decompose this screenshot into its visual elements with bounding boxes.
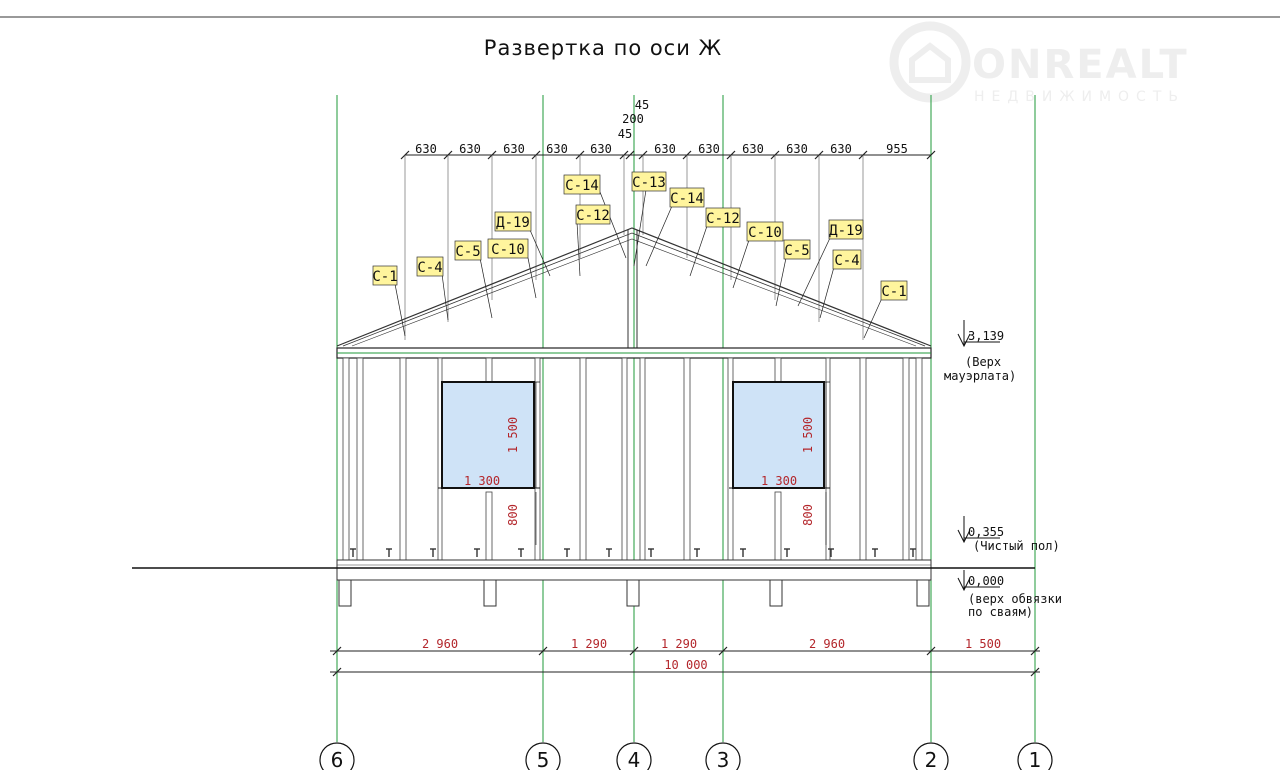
top-dim-5: 630 — [590, 142, 612, 156]
svg-text:С-1: С-1 — [881, 284, 907, 300]
svg-text:С-12: С-12 — [576, 208, 610, 224]
tag-s1-right — [881, 281, 907, 300]
top-dim-11: 955 — [886, 142, 908, 156]
svg-text:С-5: С-5 — [784, 243, 810, 259]
window-left-sill: 800 — [506, 504, 520, 526]
tag-s14-right — [670, 188, 704, 207]
top-dim-2: 630 — [459, 142, 481, 156]
window-right-width: 1 300 — [760, 474, 798, 488]
axis-bubble-2 — [914, 743, 948, 770]
axis-bubbles — [320, 743, 1052, 770]
top-dim-9: 630 — [786, 142, 808, 156]
bottom-dim-2: 1 290 — [570, 637, 608, 651]
tag-s10-right — [747, 222, 783, 241]
axis-bubble-1 — [1018, 743, 1052, 770]
svg-text:С-4: С-4 — [834, 253, 860, 269]
level-note-base-2: по сваям) — [968, 605, 1034, 619]
tag-s4-left — [417, 257, 443, 276]
level-value-base: 0,000 — [968, 574, 1005, 588]
top-dimension-labels — [415, 98, 908, 156]
level-value-top: 3,139 — [968, 329, 1005, 343]
bottom-dim-3: 1 290 — [660, 637, 698, 651]
svg-text:С-10: С-10 — [491, 242, 525, 258]
level-note-top-1: (Верх — [965, 355, 1002, 369]
svg-text:С-5: С-5 — [455, 244, 481, 260]
top-dim-6: 630 — [654, 142, 676, 156]
svg-text:4: 4 — [627, 748, 641, 770]
bottom-dim-1: 2 960 — [421, 637, 459, 651]
watermark-subtitle: НЕДВИЖИМОСТЬ — [974, 89, 1185, 105]
tag-s4-right — [833, 250, 861, 269]
svg-text:С-1: С-1 — [372, 269, 398, 285]
tag-s13-ridge — [632, 172, 666, 191]
top-plate-beam — [337, 348, 931, 358]
svg-text:С-4: С-4 — [417, 260, 443, 276]
tag-s12-left — [576, 205, 610, 224]
axis-bubble-6 — [320, 743, 354, 770]
level-marker-0000 — [958, 570, 1062, 619]
svg-text:5: 5 — [536, 748, 550, 770]
ridge-dim-bottom: 45 — [617, 127, 633, 141]
level-value-floor: 0,355 — [968, 525, 1005, 539]
total-dim: 10 000 — [664, 658, 708, 672]
axis-bubble-4 — [617, 743, 651, 770]
watermark-brand: ONREALT — [972, 42, 1189, 88]
bottom-dim-4: 2 960 — [808, 637, 846, 651]
tag-s14-left — [564, 175, 600, 194]
window-left-height: 1 500 — [506, 416, 520, 454]
window-left-width: 1 300 — [463, 474, 501, 488]
top-dim-8: 630 — [742, 142, 764, 156]
ridge-dim-middle: 200 — [622, 112, 644, 126]
tag-s12-right — [706, 208, 740, 227]
top-dim-7: 630 — [698, 142, 720, 156]
svg-text:С-14: С-14 — [670, 191, 704, 207]
svg-text:2: 2 — [924, 748, 938, 770]
floor-structure — [337, 560, 931, 606]
top-dim-3: 630 — [503, 142, 525, 156]
tag-d19-right — [829, 220, 863, 239]
top-dim-10: 630 — [830, 142, 852, 156]
svg-text:6: 6 — [330, 748, 344, 770]
tag-d19-left — [495, 212, 531, 231]
svg-text:3: 3 — [716, 748, 730, 770]
bottom-dim-5: 1 500 — [964, 637, 1002, 651]
floor-joist-marks — [350, 549, 916, 557]
top-dim-1: 630 — [415, 142, 437, 156]
level-marker-3139 — [944, 320, 1016, 383]
top-dim-4: 630 — [546, 142, 568, 156]
axis-bubble-5 — [526, 743, 560, 770]
tag-s10-left — [488, 239, 528, 258]
svg-text:Д-19: Д-19 — [496, 215, 530, 231]
svg-text:С-10: С-10 — [748, 225, 782, 241]
wall-studs — [343, 358, 922, 560]
level-note-top-2: мауэрлата) — [944, 369, 1017, 383]
level-marker-0355 — [958, 516, 1060, 553]
svg-text:1: 1 — [1028, 748, 1042, 770]
tag-leaders — [395, 190, 882, 338]
watermark-logo — [894, 26, 1189, 105]
tag-s5-left — [455, 241, 481, 260]
svg-text:С-14: С-14 — [565, 178, 599, 194]
svg-text:Д-19: Д-19 — [829, 223, 863, 239]
svg-text:С-13: С-13 — [632, 175, 666, 191]
bottom-dimension-labels — [422, 637, 1001, 672]
tag-s5-right — [784, 240, 810, 259]
svg-text:С-12: С-12 — [706, 211, 740, 227]
page-title: Развертка по оси Ж — [483, 36, 723, 60]
axis-bubble-3 — [706, 743, 740, 770]
window-right-height: 1 500 — [801, 416, 815, 454]
level-note-floor: (Чистый пол) — [973, 539, 1060, 553]
ridge-dim-top: 45 — [634, 98, 650, 112]
tag-s1-left — [372, 266, 397, 285]
window-right-sill: 800 — [801, 504, 815, 526]
level-note-base-1: (верх обвязки — [968, 592, 1062, 606]
